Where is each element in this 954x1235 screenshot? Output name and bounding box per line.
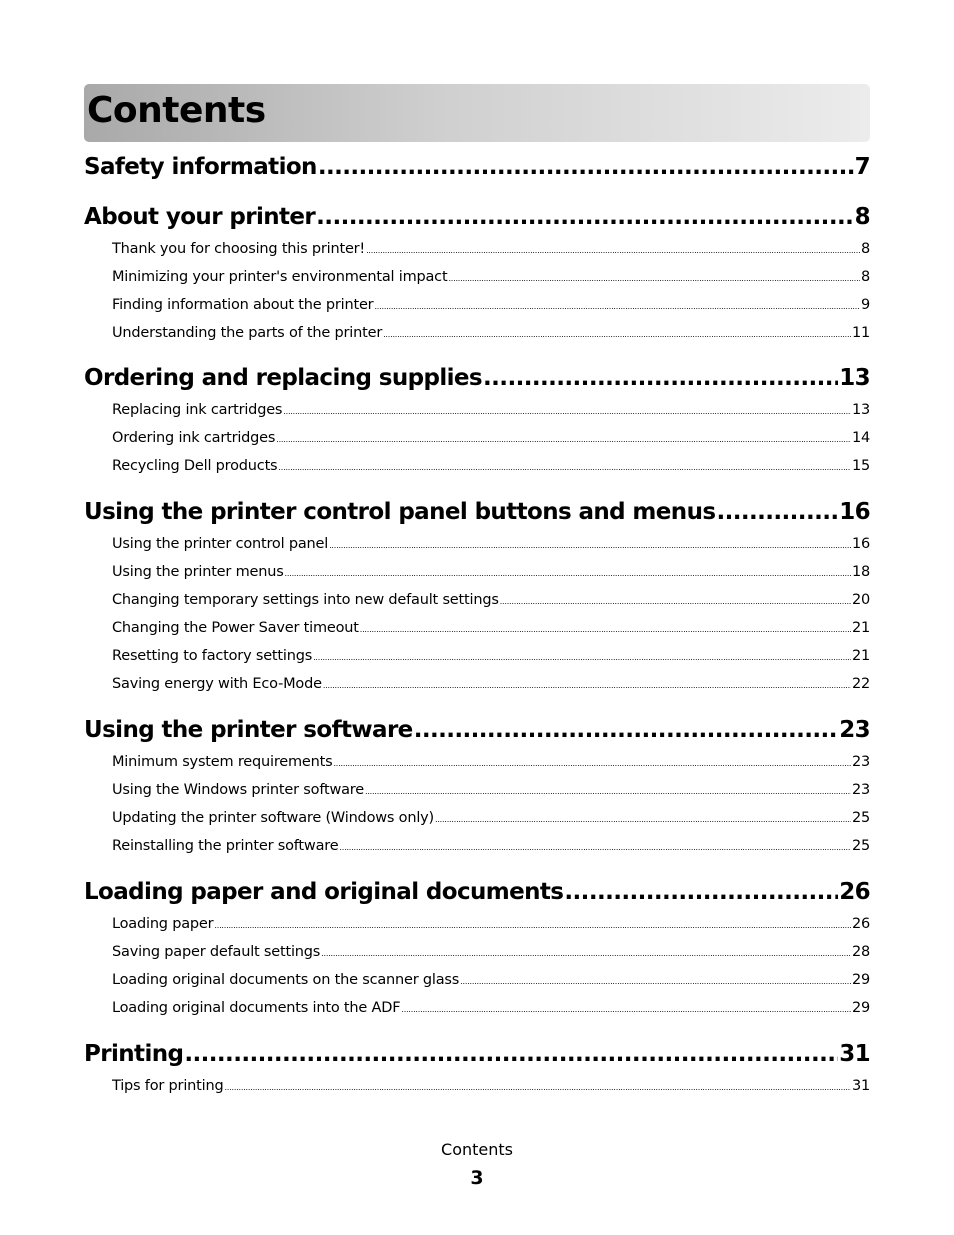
toc-entry-row[interactable] [112, 648, 870, 664]
toc-entry-title: Changing the Power Saver timeout [112, 620, 359, 636]
toc-chapter-title: Using the printer control panel buttons and menus [84, 499, 716, 525]
toc-entry-page: 25 [851, 838, 870, 854]
toc-leader-dots [283, 407, 851, 416]
toc-leader-dots [716, 499, 838, 525]
toc-entry-title: Minimum system requirements [112, 754, 333, 770]
toc-entry-title: Saving energy with Eco-Mode [112, 676, 322, 692]
toc-leader-dots [414, 717, 839, 743]
toc-entry-row[interactable] [112, 810, 870, 826]
toc-entry-page: 22 [851, 676, 870, 692]
footer-label: Contents [441, 1140, 513, 1159]
toc-chapter-page: 16 [839, 499, 870, 525]
footer-page-number: 3 [470, 1167, 484, 1189]
toc-entry-row[interactable] [112, 944, 870, 960]
toc-entry-page: 26 [851, 916, 870, 932]
toc-leader-dots [483, 365, 838, 391]
toc-leader-dots [184, 1041, 838, 1067]
toc-entry-title: Understanding the parts of the printer [112, 325, 383, 341]
toc-entry-row[interactable] [112, 402, 870, 418]
toc-entry-title: Using the printer menus [112, 564, 284, 580]
toc-entry-row[interactable] [112, 620, 870, 636]
toc-entry-row[interactable] [112, 592, 870, 608]
toc-chapter-page: 8 [854, 204, 870, 230]
toc-entry-page: 14 [851, 430, 870, 446]
page-title: Contents [87, 90, 266, 131]
toc-entry-row[interactable] [112, 676, 870, 692]
toc-entry-page: 9 [860, 297, 870, 313]
title-bar [84, 84, 870, 142]
toc-leader-dots [339, 843, 851, 852]
toc-entry-page: 21 [851, 620, 870, 636]
toc-entry-row[interactable] [112, 782, 870, 798]
toc-leader-dots [316, 204, 853, 230]
toc-entry-title: Loading original documents on the scanner glass [112, 972, 460, 988]
toc-entry-page: 21 [851, 648, 870, 664]
toc-entry-title: Finding information about the printer [112, 297, 374, 313]
toc-entry-row[interactable] [112, 916, 870, 932]
toc-entry-row[interactable] [112, 241, 870, 257]
toc-chapter-row[interactable] [84, 154, 870, 180]
toc-entry-title: Replacing ink cartridges [112, 402, 283, 418]
toc-chapter-page: 7 [854, 154, 870, 180]
toc-entry-page: 8 [860, 241, 870, 257]
toc-leader-dots [278, 463, 851, 472]
toc-entry-page: 13 [851, 402, 870, 418]
toc-leader-dots [500, 597, 851, 606]
toc-leader-dots [448, 274, 860, 283]
toc-chapter-row[interactable] [84, 879, 870, 905]
toc-entry-row[interactable] [112, 838, 870, 854]
toc-entry-title: Saving paper default settings [112, 944, 321, 960]
toc-entry-title: Loading paper [112, 916, 214, 932]
toc-entry-page: 15 [851, 458, 870, 474]
toc-entry-row[interactable] [112, 536, 870, 552]
toc-leader-dots [401, 1005, 851, 1014]
toc-entry-page: 29 [851, 972, 870, 988]
toc-chapter-title: Safety information [84, 154, 317, 180]
toc-chapter-page: 26 [839, 879, 870, 905]
toc-entry-title: Reinstalling the printer software [112, 838, 339, 854]
toc-entry-row[interactable] [112, 754, 870, 770]
toc-leader-dots [323, 681, 851, 690]
toc-chapter-page: 23 [839, 717, 870, 743]
toc-chapter-title: Using the printer software [84, 717, 413, 743]
toc-entry-page: 18 [851, 564, 870, 580]
toc-entry-row[interactable] [112, 972, 870, 988]
toc-chapter-row[interactable] [84, 717, 870, 743]
toc-entry-title: Changing temporary settings into new default settings [112, 592, 499, 608]
toc-entry-title: Ordering ink cartridges [112, 430, 276, 446]
toc-leader-dots [374, 302, 860, 311]
toc-entry-title: Loading original documents into the ADF [112, 1000, 401, 1016]
toc-entry-row[interactable] [112, 1000, 870, 1016]
toc-entry-title: Resetting to factory settings [112, 648, 313, 664]
toc-leader-dots [383, 330, 851, 339]
toc-entry-page: 16 [851, 536, 870, 552]
toc-leader-dots [333, 759, 850, 768]
toc-entry-row[interactable] [112, 458, 870, 474]
toc-chapter-title: About your printer [84, 204, 316, 230]
toc-chapter-title: Ordering and replacing supplies [84, 365, 483, 391]
toc-leader-dots [366, 246, 860, 255]
toc-entry-row[interactable] [112, 564, 870, 580]
toc-entry-row[interactable] [112, 297, 870, 313]
toc-leader-dots [313, 653, 851, 662]
toc-leader-dots [276, 435, 851, 444]
toc-entry-page: 28 [851, 944, 870, 960]
toc-chapter-row[interactable] [84, 1041, 870, 1067]
toc-leader-dots [460, 977, 851, 986]
toc-entry-title: Thank you for choosing this printer! [112, 241, 366, 257]
toc-chapter-title: Loading paper and original documents [84, 879, 564, 905]
toc-entry-title: Tips for printing [112, 1078, 224, 1094]
toc-leader-dots [329, 541, 851, 550]
toc-entry-row[interactable] [112, 1078, 870, 1094]
toc-chapter-title: Printing [84, 1041, 184, 1067]
toc-entry-row[interactable] [112, 269, 870, 285]
toc-entry-title: Using the printer control panel [112, 536, 329, 552]
toc-entry-page: 25 [851, 810, 870, 826]
toc-chapter-row[interactable] [84, 204, 870, 230]
toc-entry-page: 31 [851, 1078, 870, 1094]
toc-leader-dots [224, 1083, 850, 1092]
toc-entry-page: 29 [851, 1000, 870, 1016]
toc-entry-title: Recycling Dell products [112, 458, 278, 474]
toc-chapter-page: 13 [839, 365, 870, 391]
toc-leader-dots [285, 569, 851, 578]
toc-leader-dots [365, 787, 851, 796]
toc-leader-dots [214, 921, 851, 930]
toc-entry-title: Updating the printer software (Windows only) [112, 810, 434, 826]
toc-chapter-page: 31 [839, 1041, 870, 1067]
toc-leader-dots [360, 625, 851, 634]
toc-leader-dots [318, 154, 854, 180]
toc-leader-dots [564, 879, 838, 905]
toc-entry-page: 8 [860, 269, 870, 285]
toc-leader-dots [321, 949, 851, 958]
toc-chapter-row[interactable] [84, 499, 870, 525]
toc-entry-title: Using the Windows printer software [112, 782, 364, 798]
toc-entry-title: Minimizing your printer's environmental impact [112, 269, 448, 285]
toc-chapter-row[interactable] [84, 365, 870, 391]
toc-entry-page: 20 [851, 592, 870, 608]
toc-leader-dots [435, 815, 851, 824]
toc-entry-row[interactable] [112, 430, 870, 446]
toc-entry-row[interactable] [112, 325, 870, 341]
toc-entry-page: 23 [851, 782, 870, 798]
toc-entry-page: 23 [851, 754, 870, 770]
toc-entry-page: 11 [851, 325, 870, 341]
